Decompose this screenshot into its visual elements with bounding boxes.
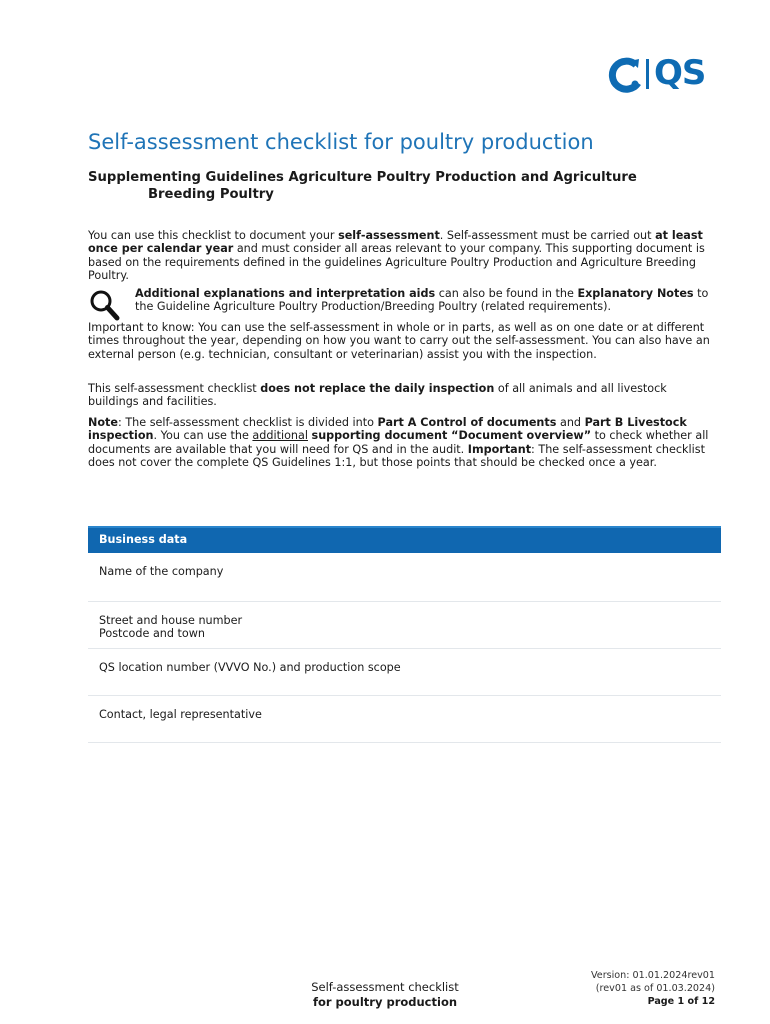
note-paragraph: Note: The self-assessment checklist is divided into Part A Control of documents and Part B Livestock inspection. You can use the additional supporting document “Document overview” to check whether all documents are available that you will need for QS and in the audit. Important: The self-assessment checklist does not cover the complete QS Guidelines 1:1, but those points that should be checked once a year. bbox=[88, 416, 709, 470]
table-row-company-name[interactable] bbox=[88, 553, 721, 602]
footer-version: Version: 01.01.2024rev01 bbox=[590, 970, 715, 981]
important-paragraph: Important to know: You can use the self-assessment in whole or in parts, as well as on one date or at different times throughout the year, depending on how you want to carry out the self-assessment. You can also have an external person (e.g. technician, consultant or veterinarian) assist you with the inspection. bbox=[88, 321, 710, 361]
footer-document-title bbox=[300, 980, 470, 1009]
subtitle-line-1: Supplementing Guidelines Agriculture Poultry Production and Agriculture bbox=[88, 170, 637, 185]
explanatory-notes-block bbox=[88, 287, 718, 319]
page-title: Self-assessment checklist for poultry production bbox=[88, 130, 594, 154]
daily-inspection-paragraph: This self-assessment checklist does not replace the daily inspection of all animals and all livestock buildings and facilities. bbox=[88, 382, 667, 409]
subtitle-line-2: Breeding Poultry bbox=[148, 187, 274, 202]
row-label: Contact, legal representative bbox=[99, 708, 262, 721]
qs-logo bbox=[608, 55, 718, 95]
footer-revision: (rev01 as of 01.03.2024) bbox=[595, 982, 715, 994]
footer-version-info bbox=[560, 970, 715, 1008]
page-subtitle bbox=[88, 169, 698, 203]
business-data-table bbox=[88, 526, 721, 743]
footer-title-line-1: Self-assessment checklist bbox=[311, 980, 459, 994]
magnifier-icon bbox=[88, 289, 122, 323]
row-label: Name of the company bbox=[99, 565, 224, 578]
logo-text: QS bbox=[654, 53, 706, 93]
qs-swirl-icon bbox=[608, 57, 644, 93]
table-row-location-number[interactable] bbox=[88, 649, 721, 696]
additional-link[interactable]: additional bbox=[252, 429, 308, 443]
row-label: Street and house number bbox=[99, 614, 243, 627]
row-label: QS location number (VVVO No.) and production scope bbox=[99, 661, 401, 674]
intro-paragraph: You can use this checklist to document your self-assessment. Self-assessment must be carried out at least once per calendar year and must consider all areas relevant to your company. This supporting document is based on the requirements defined in the guidelines Agriculture Poultry Production and Agriculture Breeding Poultry. bbox=[88, 229, 705, 283]
logo-divider bbox=[646, 59, 649, 89]
footer-title-line-2: for poultry production bbox=[312, 994, 458, 1009]
explanatory-notes-text: Additional explanations and interpretation aids can also be found in the Explanatory Notes to the Guideline Agriculture Poultry Production/Breeding Poultry (related requirements). bbox=[135, 287, 709, 314]
row-label-secondary: Postcode and town bbox=[99, 627, 206, 640]
footer-page-number: Page 1 of 12 bbox=[647, 995, 715, 1007]
table-row-contact[interactable] bbox=[88, 696, 721, 743]
table-row-address[interactable] bbox=[88, 602, 721, 649]
business-data-header: Business data bbox=[88, 526, 721, 553]
